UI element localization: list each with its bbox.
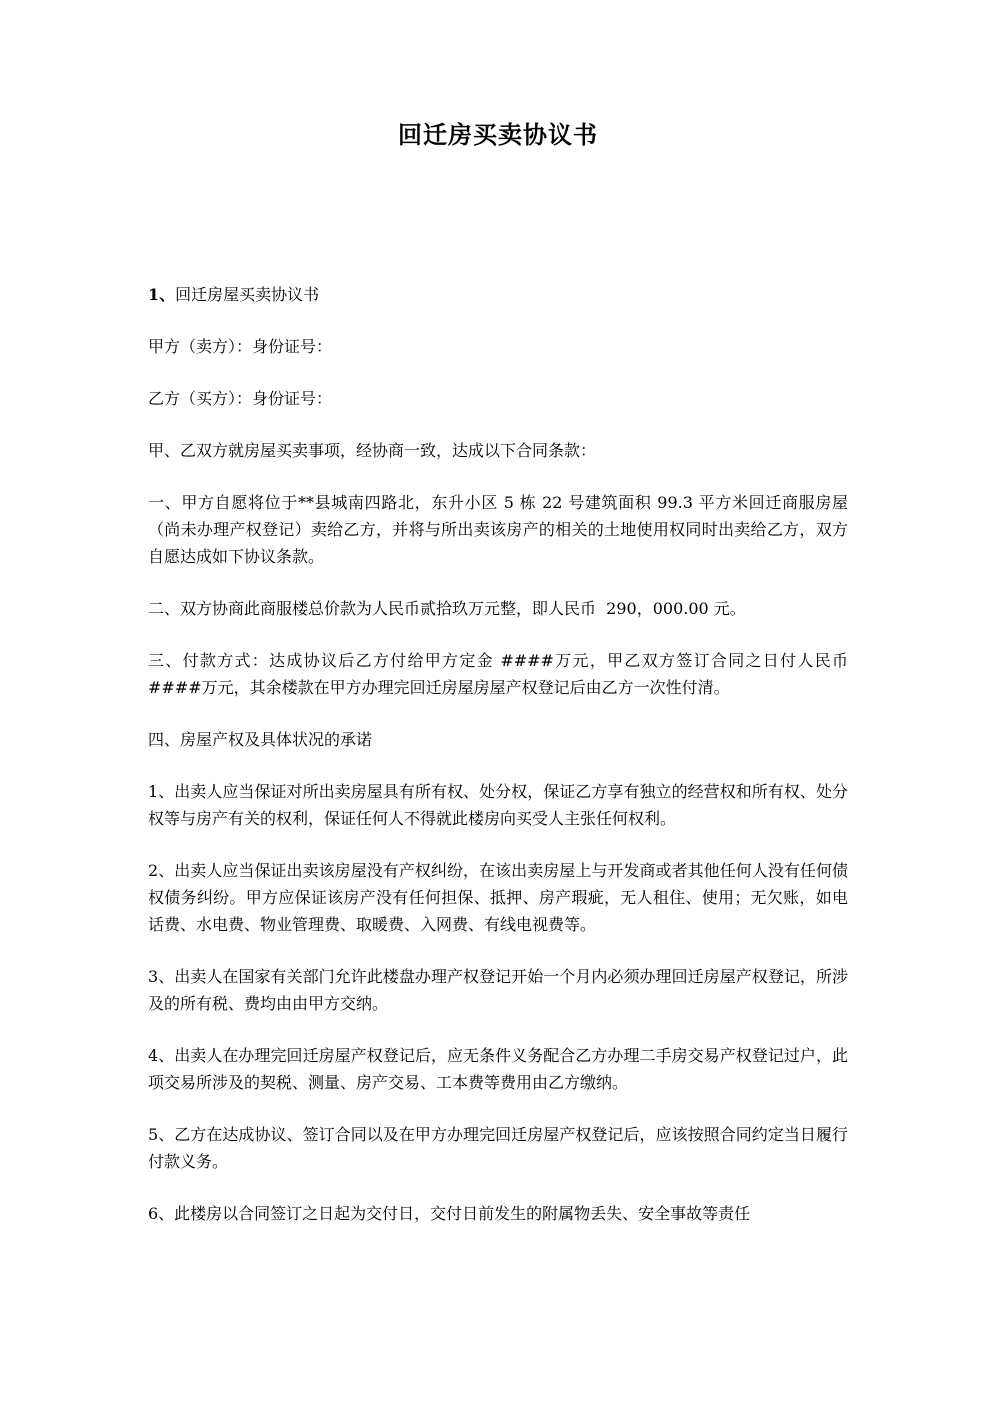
clause-3: 三、付款方式：达成协议后乙方付给甲方定金 ####万元，甲乙双方签订合同之日付人民币####万元，其余楼款在甲方办理完回迁房屋房屋产权登记后由乙方一次性付清。 <box>148 651 848 697</box>
document-title: 回迁房买卖协议书 <box>398 120 598 149</box>
preamble-line: 甲、乙双方就房屋买卖事项，经协商一致，达成以下合同条款： <box>148 441 597 460</box>
clause-heading-title: 回迁房屋买卖协议书 <box>175 285 320 304</box>
subclause-6: 6、此楼房以合同签订之日起为交付日，交付日前发生的附属物丢失、安全事故等责任 <box>148 1204 751 1223</box>
clause-1: 一、甲方自愿将位于**县城南四路北，东升小区 5 栋 22 号建筑面积 99.3 平方米回迁商服房屋（尚未办理产权登记）卖给乙方，并将与所出卖该房产的相关的土地使用权同时出卖给乙方，双方自愿达成如下协议条款。 <box>148 493 848 566</box>
subclause-5: 5、乙方在达成协议、签订合同以及在甲方办理完回迁房屋产权登记后，应该按照合同约定当日履行付款义务。 <box>148 1125 848 1171</box>
subclause-1: 1、出卖人应当保证对所出卖房屋具有所有权、处分权，保证乙方享有独立的经营权和所有权、处分权等与房产有关的权利，保证任何人不得就此楼房向买受人主张任何权利。 <box>148 782 848 828</box>
party-a-line: 甲方（卖方）：身份证号： <box>148 337 333 356</box>
subclause-2: 2、出卖人应当保证出卖该房屋没有产权纠纷，在该出卖房屋上与开发商或者其他任何人没有任何债权债务纠纷。甲方应保证该房产没有任何担保、抵押、房产瑕疵，无人租住、使用；无欠账，如电话费、水电费、物业管理费、取暖费、入网费、有线电视费等。 <box>148 861 848 934</box>
clause-heading-numbered <box>148 281 848 308</box>
clause-4-heading: 四、房屋产权及具体状况的承诺 <box>148 730 373 749</box>
clause-2: 二、双方协商此商服楼总价款为人民币贰拾玖万元整，即人民币 290，000.00 元。 <box>148 599 746 618</box>
document-body <box>148 281 848 1227</box>
party-b-line: 乙方（买方）：身份证号： <box>148 389 333 408</box>
subclause-3: 3、出卖人在国家有关部门允许此楼盘办理产权登记开始一个月内必须办理回迁房屋产权登记，所涉及的所有税、费均由由甲方交纳。 <box>148 967 848 1013</box>
subclause-4: 4、出卖人在办理完回迁房屋产权登记后，应无条件义务配合乙方办理二手房交易产权登记过户，此项交易所涉及的契税、测量、房产交易、工本费等费用由乙方缴纳。 <box>148 1046 848 1092</box>
clause-heading-number: 1、 <box>148 285 176 304</box>
